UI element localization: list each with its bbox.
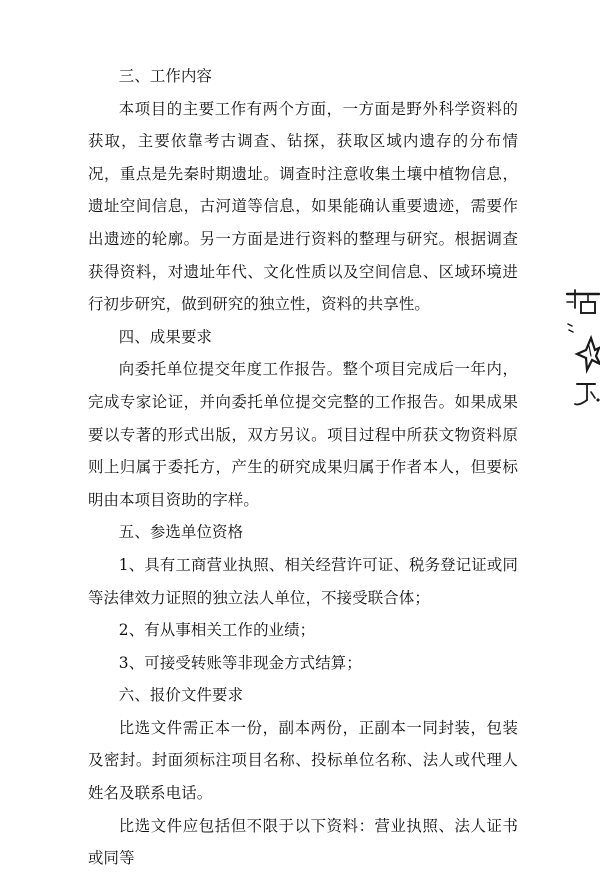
- quotation-paragraph: 比选文件应包括但不限于以下资料：营业执照、法人证书或同等: [88, 816, 518, 868]
- document-body: [88, 60, 518, 875]
- seal-strokes: [567, 290, 600, 405]
- work-content-paragraph: 本项目的主要工作有两个方面，一方面是野外科学资料的获取，主要依靠考古调查、钻探，获取区域内遗存的分布情况，重点是先秦时期遗址。调查时注意收集土壤中植物信息，遗址空间信息，古河道等信息，如果能确认重要遗迹，需要作出遗迹的轮廓。另一方面是进行资料的整理与研究。根据调查获得资料，对遗址年代、文化性质以及空间信息、区域环境进行初步研究，做到研究的独立性，资料的共享性。: [88, 99, 518, 314]
- section-heading-work-content: 三、工作内容: [118, 67, 213, 85]
- qualification-item: 2、有从事相关工作的业绩；: [118, 621, 316, 640]
- qualification-item: 3、可接受转账等非现金方式结算；: [118, 653, 362, 672]
- section-heading-quotation-requirements: 六、报价文件要求: [118, 686, 244, 705]
- section-heading-qualifications: 五、参选单位资格: [118, 523, 244, 542]
- section-quotation-requirements: [88, 679, 518, 875]
- section-qualifications: [88, 516, 518, 679]
- deliverables-paragraph: 向委托单位提交年度工作报告。整个项目完成后一年内，完成专家论证，并向委托单位提交完整的工作报告。如果成果要以专著的形式出版，双方另议。项目过程中所获文物资料原则上归属于委托方，产生的研究成果归属于作者本人，但要标明由本项目资助的字样。: [88, 360, 518, 509]
- section-deliverables: [88, 321, 518, 517]
- section-work-content: [88, 60, 518, 321]
- qualification-item: 1、具有工商营业执照、相关经营许可证、税务登记证或同等法律效力证照的独立法人单位，不接受联合体；: [88, 555, 518, 607]
- partial-seal-stamp: [565, 288, 600, 428]
- quotation-paragraph: 比选文件需正本一份，副本两份，正副本一同封装，包装及密封。封面须标注项目名称、投标单位名称、法人或代理人姓名及联系电话。: [88, 718, 518, 803]
- section-heading-deliverables: 四、成果要求: [118, 327, 213, 346]
